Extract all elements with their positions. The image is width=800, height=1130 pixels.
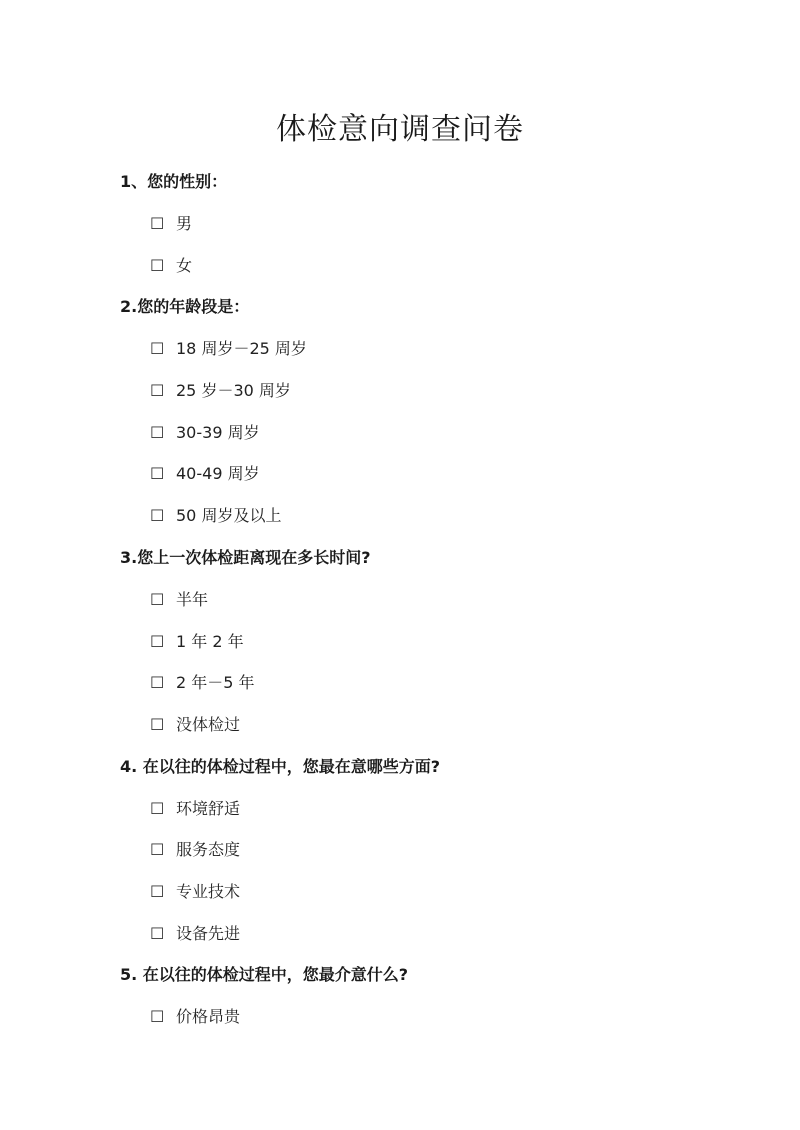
checkbox-icon[interactable]: ☐ [150,673,165,693]
checkbox-icon[interactable]: ☐ [150,339,165,359]
question-5 [120,957,740,1035]
checkbox-icon[interactable]: ☐ [150,923,165,943]
option-label: 1 年 2 年 [176,631,244,651]
question-2 [120,289,740,534]
checkbox-icon[interactable]: ☐ [150,255,165,275]
question-3 [120,540,740,743]
option-item[interactable] [120,874,740,910]
checkbox-icon[interactable]: ☐ [150,506,165,526]
option-label: 男 [176,214,193,233]
option-label: 专业技术 [176,881,241,901]
option-item[interactable] [120,498,740,534]
option-label: 价格昂贵 [176,1007,241,1027]
question-1 [120,164,740,284]
checkbox-icon[interactable]: ☐ [150,714,165,734]
checkbox-icon[interactable]: ☐ [150,1007,165,1027]
question-text: 5. 在以往的体检过程中，您最介意什么? [120,965,409,985]
option-item[interactable] [120,791,740,827]
option-item[interactable] [120,206,740,242]
checkbox-icon[interactable]: ☐ [150,214,165,233]
option-label: 环境舒适 [176,798,241,818]
option-item[interactable] [120,999,740,1035]
checkbox-icon[interactable]: ☐ [150,798,165,818]
option-label: 女 [176,255,193,275]
option-label: 40-49 周岁 [176,464,260,484]
option-label: 18 周岁－25 周岁 [176,339,307,359]
question-text: 4. 在以往的体检过程中，您最在意哪些方面? [120,756,441,776]
question-text: 3.您上一次体检距离现在多长时间? [120,547,371,567]
option-item[interactable] [120,456,740,492]
option-item[interactable] [120,582,740,618]
option-label: 半年 [176,589,209,609]
option-item[interactable] [120,331,740,367]
checkbox-icon[interactable]: ☐ [150,381,165,401]
option-item[interactable] [120,916,740,952]
checkbox-icon[interactable]: ☐ [150,589,165,609]
option-label: 2 年－5 年 [176,673,255,693]
checkbox-icon[interactable]: ☐ [150,840,165,860]
option-item[interactable] [120,832,740,868]
option-item[interactable] [120,248,740,284]
checkbox-icon[interactable]: ☐ [150,631,165,651]
option-item[interactable] [120,624,740,660]
option-label: 50 周岁及以上 [176,506,282,526]
checkbox-icon[interactable]: ☐ [150,881,165,901]
checkbox-icon[interactable]: ☐ [150,422,165,442]
question-4 [120,749,740,952]
option-item[interactable] [120,415,740,451]
option-label: 30-39 周岁 [176,422,260,442]
option-label: 没体检过 [176,714,241,734]
option-item[interactable] [120,707,740,743]
checkbox-icon[interactable]: ☐ [150,464,165,484]
option-label: 设备先进 [176,923,241,943]
question-list [120,164,740,1041]
question-text: 2.您的年龄段是： [120,297,250,317]
question-text: 1、您的性别： [120,172,228,191]
option-item[interactable] [120,665,740,701]
option-label: 25 岁－30 周岁 [176,381,291,401]
option-label: 服务态度 [176,840,241,860]
option-item[interactable] [120,373,740,409]
page-title: 体检意向调查问卷 [276,112,524,147]
